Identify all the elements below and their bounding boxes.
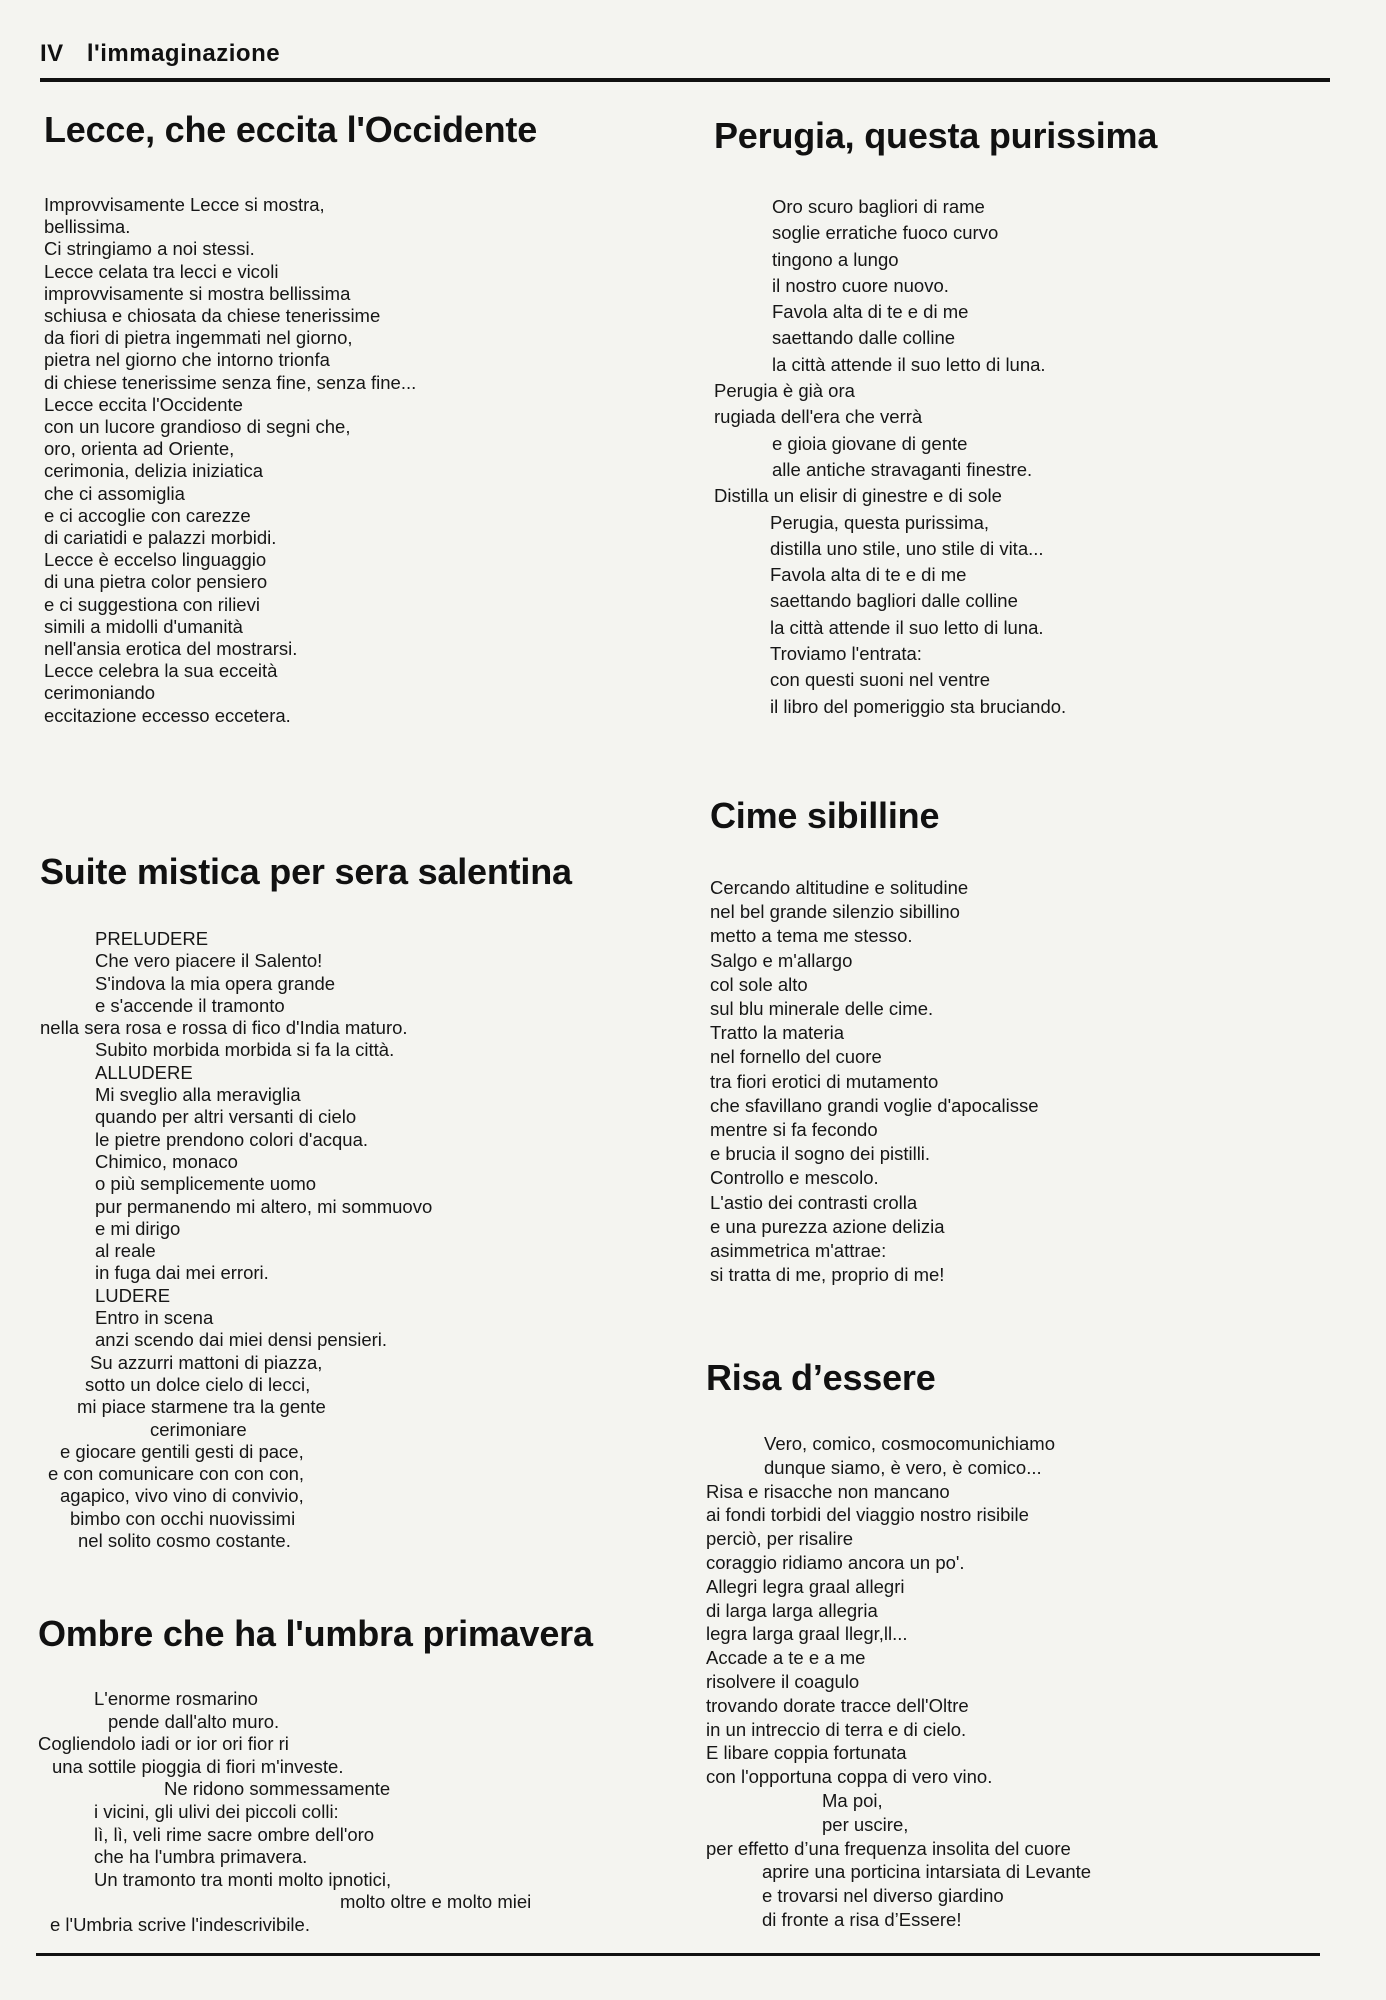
poem-line: Perugia, questa purissima, — [770, 511, 990, 533]
poem-line: col sole alto — [710, 973, 808, 995]
poem-line: in un intreccio di terra e di cielo. — [706, 1718, 967, 1740]
poem-line: asimmetrica m'attrae: — [710, 1240, 887, 1262]
poem-perugia — [714, 114, 1157, 720]
poem-line: trovando dorate tracce dell'Oltre — [706, 1694, 969, 1716]
poem-line: Entro in scena — [95, 1307, 214, 1329]
poem-line: Troviamo l'entrata: — [770, 643, 922, 665]
page-folio: IV — [40, 40, 64, 67]
poem-suite — [40, 850, 572, 1552]
poem-line: ai fondi torbidi del viaggio nostro risibile — [706, 1504, 1029, 1526]
poem-line: oro, orienta ad Oriente, — [44, 438, 235, 460]
poem-line: nel solito cosmo costante. — [78, 1530, 291, 1552]
poem-line: Ci stringiamo a noi stessi. — [44, 238, 255, 260]
poem-line: pietra nel giorno che intorno trionfa — [44, 349, 330, 371]
poem-line: la città attende il suo letto di luna. — [772, 353, 1046, 375]
poem-line: sotto un dolce cielo di lecci, — [85, 1373, 311, 1395]
poem-line: Lecce celebra la sua ecceità — [44, 660, 278, 682]
poem-line: e ci accoglie con carezze — [44, 504, 251, 526]
poem-line: e ci suggestiona con rilievi — [44, 593, 260, 615]
poem-line: e giocare gentili gesti di pace, — [60, 1440, 304, 1462]
poem-line: e una purezza azione delizia — [710, 1215, 945, 1237]
poem-line: e con comunicare con con con, — [48, 1463, 305, 1485]
poem-line: che sfavillano grandi voglie d'apocalisse — [710, 1094, 1039, 1116]
poem-lines — [706, 1432, 1091, 1932]
poem-title: Perugia, questa purissima — [714, 115, 1158, 156]
poem-line: per uscire, — [822, 1813, 909, 1835]
poem-line: al reale — [95, 1240, 156, 1262]
poem-line: L'enorme rosmarino — [94, 1688, 258, 1709]
poem-line: bimbo con occhi nuovissimi — [70, 1507, 296, 1529]
poem-line: nel bel grande silenzio sibillino — [710, 901, 960, 923]
poem-line: Improvvisamente Lecce si mostra, — [44, 194, 325, 215]
poem-line: Favola alta di te e di me — [772, 301, 969, 323]
poem-line: e mi dirigo — [95, 1217, 181, 1239]
poem-line: eccitazione eccesso eccetera. — [44, 704, 291, 726]
poem-line: S'indova la mia opera grande — [95, 972, 336, 994]
poem-line: simili a midolli d'umanità — [44, 615, 243, 637]
poem-line: soglie erratiche fuoco curvo — [772, 222, 999, 244]
poem-title: Cime sibilline — [710, 795, 940, 836]
poem-line: con questi suoni nel ventre — [770, 669, 991, 691]
poem-line: alle antiche stravaganti finestre. — [772, 458, 1033, 480]
poem-risa — [706, 1356, 1091, 1932]
poem-line: cerimoniando — [44, 682, 156, 704]
poem-line: o più semplicemente uomo — [95, 1173, 317, 1195]
poem-line: molto oltre e molto miei — [340, 1891, 532, 1913]
poem-line: Distilla un elisir di ginestre e di sole — [714, 485, 1002, 507]
poem-line: Salgo e m'allargo — [710, 949, 853, 971]
poem-line: Ne ridono sommessamente — [164, 1778, 391, 1800]
poem-cime — [710, 794, 1039, 1287]
poem-line: Su azzurri mattoni di piazza, — [90, 1351, 323, 1373]
poem-line: e brucia il sogno dei pistilli. — [710, 1143, 931, 1165]
poem-line: schiusa e chiosata da chiese tenerissime — [44, 305, 381, 327]
poem-line: Tratto la materia — [710, 1022, 844, 1044]
poem-line: anzi scendo dai miei densi pensieri. — [95, 1329, 388, 1351]
poem-line: Oro scuro bagliori di rame — [772, 196, 985, 217]
poem-line: i vicini, gli ulivi dei piccoli colli: — [94, 1800, 339, 1822]
poem-line: Cercando altitudine e solitudine — [710, 877, 969, 898]
poem-line: e trovarsi nel diverso giardino — [762, 1885, 1004, 1907]
poem-line: Cogliendolo iadi or ior ori fior ri — [38, 1733, 289, 1755]
poem-line: E libare coppia fortunata — [706, 1742, 907, 1764]
poem-line: Accade a te e a me — [706, 1647, 866, 1669]
poem-line: mi piace starmene tra la gente — [77, 1396, 326, 1418]
bottom-rule — [36, 1953, 1320, 1956]
poem-line: mentre si fa fecondo — [710, 1119, 878, 1141]
poem-title: Lecce, che eccita l'Occidente — [44, 109, 538, 150]
poem-line: Subito morbida morbida si fa la città. — [95, 1039, 395, 1061]
poem-line: Favola alta di te e di me — [770, 564, 967, 586]
poem-line: Mi sveglio alla meraviglia — [95, 1084, 301, 1106]
poem-line: ALLUDERE — [95, 1061, 193, 1083]
poem-line: nel fornello del cuore — [710, 1046, 882, 1068]
poem-line: di chiese tenerissime senza fine, senza fine... — [44, 371, 417, 393]
poem-line: improvvisamente si mostra bellissima — [44, 282, 351, 304]
poem-line: che ci assomiglia — [44, 482, 185, 504]
section-title: l'immaginazione — [86, 40, 281, 67]
poem-line: sul blu minerale delle cime. — [710, 998, 934, 1020]
poem-line: quando per altri versanti di cielo — [95, 1106, 357, 1128]
poem-line: le pietre prendono colori d'acqua. — [95, 1128, 368, 1150]
poem-line: Che vero piacere il Salento! — [95, 950, 323, 972]
poem-line: bellissima. — [44, 216, 131, 238]
poem-line: cerimonia, delizia iniziatica — [44, 460, 264, 482]
poem-line: da fiori di pietra ingemmati nel giorno, — [44, 327, 353, 349]
poem-line: PRELUDERE — [95, 928, 209, 949]
poem-line: distilla uno stile, uno stile di vita... — [770, 537, 1044, 559]
poem-ombre — [38, 1612, 593, 1937]
poem-line: LUDERE — [95, 1284, 171, 1306]
poem-lines — [714, 194, 1157, 720]
poem-line: pur permanendo mi altero, mi sommuovo — [95, 1195, 433, 1217]
poem-line: una sottile pioggia di fiori m'investe. — [52, 1755, 344, 1777]
poem-line: coraggio ridiamo ancora un po'. — [706, 1551, 965, 1573]
poem-line: di fronte a risa d’Essere! — [762, 1908, 962, 1930]
poem-lines — [38, 1688, 593, 1937]
poem-line: di larga larga allegria — [706, 1599, 878, 1621]
running-head — [40, 40, 280, 68]
poem-line: si tratta di me, proprio di me! — [710, 1264, 945, 1286]
poem-line: il libro del pomeriggio sta bruciando. — [770, 695, 1067, 717]
poem-line: che ha l'umbra primavera. — [94, 1846, 308, 1868]
poem-line: per effetto d’una frequenza insolita del cuore — [706, 1837, 1071, 1859]
poem-lines — [40, 928, 572, 1552]
poem-lines — [710, 876, 1039, 1287]
poem-line: saettando dalle colline — [772, 327, 956, 349]
poem-line: Lecce eccita l'Occidente — [44, 393, 243, 415]
poem-line: Lecce è eccelso linguaggio — [44, 549, 267, 571]
poem-line: e s'accende il tramonto — [95, 994, 285, 1016]
poem-line: legra larga graal llegr,ll... — [706, 1623, 908, 1645]
poem-line: di una pietra color pensiero — [44, 571, 268, 593]
poem-line: Allegri legra graal allegri — [706, 1575, 905, 1597]
poem-line: Chimico, monaco — [95, 1150, 238, 1172]
poem-line: con un lucore grandioso di segni che, — [44, 416, 351, 438]
poem-line: e l'Umbria scrive l'indescrivibile. — [50, 1913, 310, 1935]
poem-title: Suite mistica per sera salentina — [40, 851, 572, 892]
poem-line: Lecce celata tra lecci e vicoli — [44, 260, 279, 282]
poem-line: saettando bagliori dalle colline — [770, 590, 1018, 612]
poem-line: risolvere il coagulo — [706, 1670, 860, 1692]
poem-line: con l'opportuna coppa di vero vino. — [706, 1766, 993, 1788]
poem-line: cerimoniare — [150, 1418, 247, 1440]
poem-line: Vero, comico, cosmocomunichiamo — [764, 1433, 1055, 1454]
poem-line: pende dall'alto muro. — [108, 1710, 280, 1732]
top-rule — [40, 78, 1330, 82]
poem-line: Un tramonto tra monti molto ipnotici, — [94, 1868, 392, 1890]
poem-line: Controllo e mescolo. — [710, 1167, 879, 1189]
poem-line: rugiada dell'era che verrà — [714, 406, 923, 428]
poem-lines — [44, 194, 537, 727]
poem-line: agapico, vivo vino di convivio, — [60, 1485, 304, 1507]
poem-line: di cariatidi e palazzi morbidi. — [44, 527, 277, 549]
poem-line: il nostro cuore nuovo. — [772, 274, 949, 296]
poem-line: e gioia giovane di gente — [772, 432, 968, 454]
poem-line: metto a tema me stesso. — [710, 925, 913, 947]
poem-line: nell'ansia erotica del mostrarsi. — [44, 638, 298, 660]
poem-line: tra fiori erotici di mutamento — [710, 1070, 939, 1092]
poem-line: dunque siamo, è vero, è comico... — [764, 1456, 1042, 1478]
poem-lecce — [44, 108, 537, 727]
poem-title: Risa d’essere — [706, 1357, 936, 1398]
poem-line: aprire una porticina intarsiata di Levante — [762, 1861, 1092, 1883]
poem-line: nella sera rosa e rossa di fico d'India maturo. — [40, 1017, 408, 1039]
poem-line: in fuga dai mei errori. — [95, 1262, 269, 1284]
poem-line: lì, lì, veli rime sacre ombre dell'oro — [94, 1823, 375, 1845]
poem-title: Ombre che ha l'umbra primavera — [38, 1613, 593, 1654]
poem-line: Perugia è già ora — [714, 380, 855, 402]
poem-line: perciò, per risalire — [706, 1528, 854, 1550]
poem-line: Ma poi, — [822, 1789, 883, 1811]
poem-line: la città attende il suo letto di luna. — [770, 616, 1044, 638]
poem-line: Risa e risacche non mancano — [706, 1480, 950, 1502]
poem-line: L'astio dei contrasti crolla — [710, 1191, 918, 1213]
poem-line: tingono a lungo — [772, 248, 899, 270]
